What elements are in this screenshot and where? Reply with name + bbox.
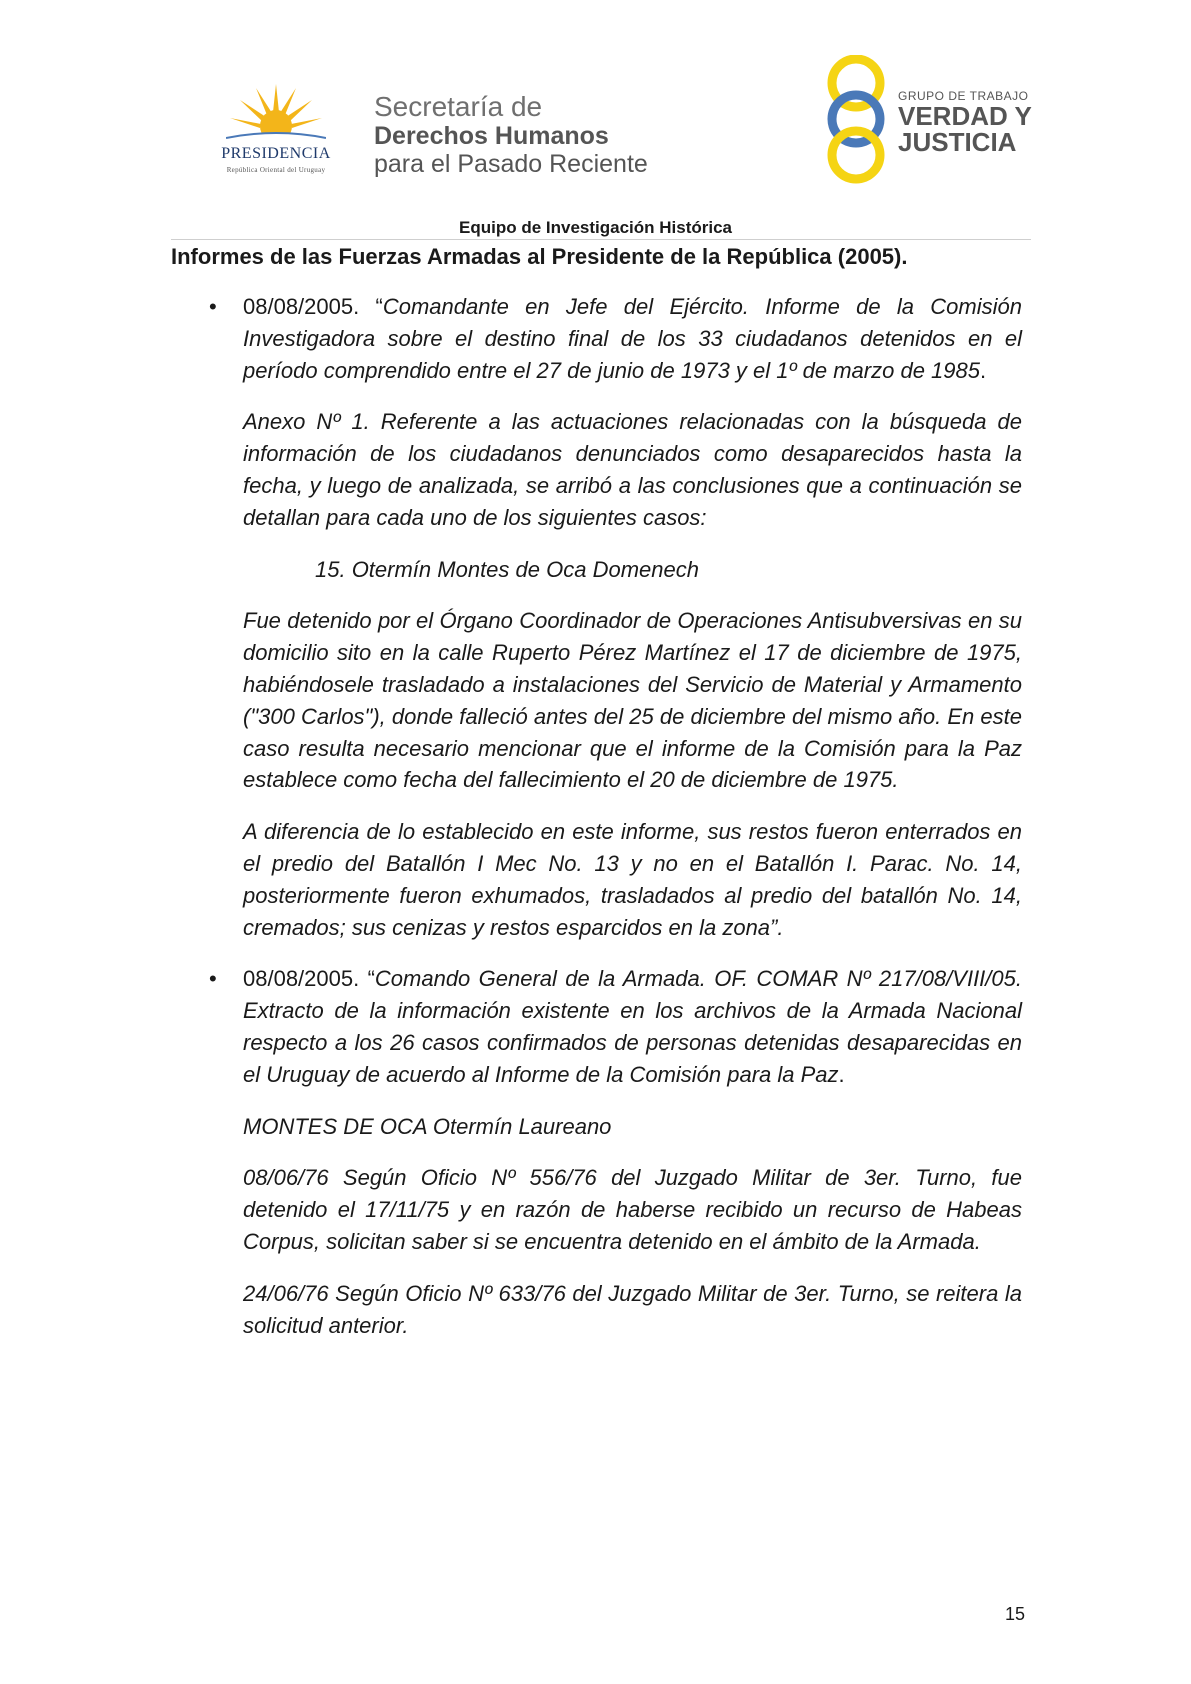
secretaria-title [374,92,648,178]
paragraph: Fue detenido por el Órgano Coordinador de Operaciones Antisubversivas en su domicilio sito en la calle Ruperto Pérez Martínez el 17 de diciembre de 1975, habiéndosele trasladado a instalaciones del Servicio de Material y Armamento ("300 Carlos"), donde falleció antes del 25 de diciembre del mismo año. En este caso resulta necesario mencionar que el informe de la Comisión para la Paz establece como fecha del fallecimiento el 20 de diciembre de 1975. [243,608,1022,793]
document-body [209,291,1022,1361]
letterhead [0,0,1191,200]
bullet: • [209,966,217,992]
item-lead-text: Comando General de la Armada. OF. COMAR Nº 217/08/VIII/05. Extracto de la información existente en los archivos de la Armada Nacional respecto a los 26 casos confirmados de personas detenidas desaparecidas en el Uruguay de acuerdo al Informe de la Comisión para la Paz [243,966,1022,1087]
item-lead-end: . [980,357,987,383]
item-date: 08/08/2005. “ [243,294,383,319]
rings-icon [818,55,898,185]
paragraph: Anexo Nº 1. Referente a las actuaciones relacionadas con la búsqueda de información de los ciudadanos denunciados como desaparecidos hasta la fecha, y luego de analizada, se arribó a las conclusiones que a continuación se detallan para cada uno de los siguientes casos: [243,409,1022,530]
item-lead [243,963,1022,1090]
list-item [209,963,1022,1341]
paragraph: A diferencia de lo establecido en este informe, sus restos fueron enterrados en el predio del Batallón I Mec No. 13 y no en el Batallón I. Parac. No. 14, posteriormente fueron exhumados, trasladados al predio del batallón No. 14, cremados; sus cenizas y restos esparcidos en la zona”. [243,819,1022,940]
item-lead-end: . [838,1061,845,1087]
header-divider [171,239,1031,240]
secretaria-line-2: Derechos Humanos [374,122,609,150]
presidencia-logo [196,82,356,182]
case-heading: MONTES DE OCA Otermín Laureano [243,1113,612,1139]
document-title: Informes de las Fuerzas Armadas al Presidente de la República (2005). [171,244,908,269]
team-heading: Equipo de Investigación Histórica [459,218,732,237]
item-lead-text: Comandante en Jefe del Ejército. Informe de la Comisión Investigadora sobre el destino final de los 33 ciudadanos detenidos en el período comprendido entre el 27 de junio de 1973 y el 1º de marzo de 1985 [243,294,1022,383]
list-item [209,291,1022,943]
presidencia-subtitle: República Oriental del Uruguay [226,166,326,174]
verdad-justicia-logo [818,55,1048,185]
item-lead [243,291,1022,386]
paragraph: 08/06/76 Según Oficio Nº 556/76 del Juzgado Militar de 3er. Turno, fue detenido el 17/11/75 y en razón de haberse recibido un recurso de Habeas Corpus, solicitan saber si se encuentra detenido en el ámbito de la Armada. [243,1165,1022,1254]
sun-emblem-icon [226,82,326,144]
vyj-title [898,103,1032,155]
page-number: 15 [1004,1604,1025,1624]
item-date: 08/08/2005. “ [243,966,375,992]
case-heading: 15. Otermín Montes de Oca Domenech [315,556,699,582]
presidencia-name: PRESIDENCIA [221,145,331,162]
secretaria-line-3: para el Pasado Reciente [374,150,648,178]
vyj-subtitle: GRUPO DE TRABAJO [898,89,1029,103]
paragraph: 24/06/76 Según Oficio Nº 633/76 del Juzgado Militar de 3er. Turno, se reitera la solicitud anterior. [243,1280,1022,1338]
secretaria-line-1: Secretaría de [374,91,543,122]
vyj-title-line-2: JUSTICIA [898,127,1017,157]
vyj-title-line-1: VERDAD Y [898,101,1032,131]
bullet: • [209,294,217,319]
